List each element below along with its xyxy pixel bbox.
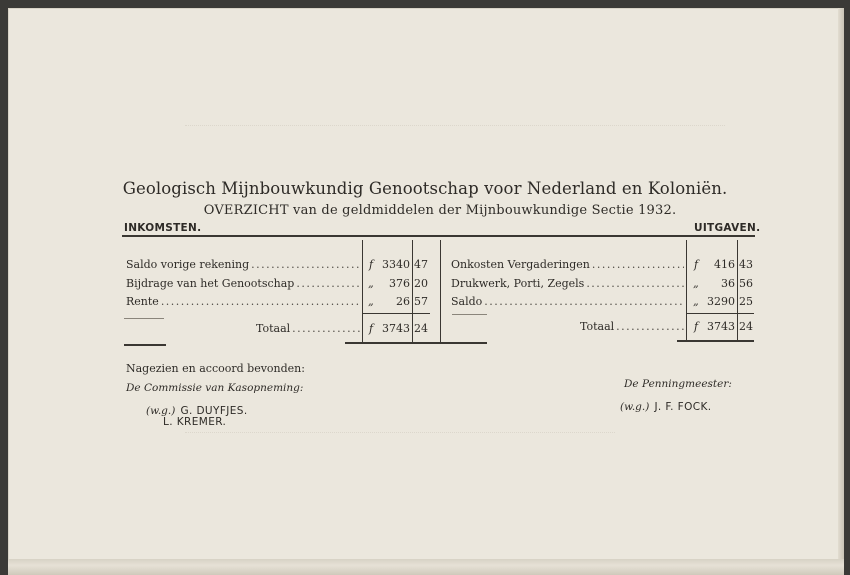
- amount-whole: 36: [721, 277, 735, 290]
- income-row-label: Rente .....: [126, 295, 360, 308]
- bottom-rule-left: [124, 344, 166, 346]
- signed-prefix: (w.g.): [146, 405, 176, 417]
- treasurer-name: J. F. FOCK.: [654, 401, 712, 413]
- income-cents-divider: [412, 240, 413, 342]
- amount-whole: 3340: [382, 258, 410, 271]
- currency-symbol: f: [694, 258, 699, 271]
- amount-cents: 20: [414, 277, 428, 290]
- expenses-cents-divider: [737, 240, 738, 342]
- income-heading: INKOMSTEN.: [124, 222, 202, 234]
- expense-row-label: Drukwerk, Porti, Zegels .....: [451, 277, 684, 290]
- income-row-label: Saldo vorige rekening .....: [126, 258, 360, 271]
- currency-symbol: „: [693, 295, 699, 308]
- expenses-amount-divider: [686, 240, 687, 342]
- treasurer-label: De Penningmeester:: [624, 378, 732, 390]
- commission-member-1: G. DUYFJES.: [180, 405, 248, 417]
- total-whole: 3743: [382, 322, 410, 335]
- page-edge: [838, 8, 844, 560]
- amount-cents: 57: [414, 295, 428, 308]
- expense-row-label: Saldo .....: [451, 295, 684, 308]
- expenses-total-label: Totaal .....: [580, 320, 684, 333]
- bottom-rule-expenses: [677, 340, 754, 342]
- treasurer-signature: [620, 395, 712, 414]
- currency-symbol: f: [694, 320, 699, 333]
- currency-symbol: „: [368, 295, 374, 308]
- center-divider: [440, 240, 441, 342]
- bleed-through: [185, 432, 615, 443]
- total-cents: 24: [739, 320, 753, 333]
- currency-symbol: „: [693, 277, 699, 290]
- amount-whole: 376: [389, 277, 410, 290]
- amount-whole: 416: [714, 258, 735, 271]
- total-whole: 3743: [707, 320, 735, 333]
- bottom-rule-income: [345, 342, 487, 344]
- page-subtitle: OVERZICHT van de geldmiddelen der Mijnbouwkundige Sectie 1932.: [203, 203, 677, 218]
- income-subtotal-rule: [362, 313, 430, 314]
- table-top-rule: [122, 235, 755, 237]
- expenses-heading: UITGAVEN.: [694, 222, 761, 234]
- page-bottom-edge: [8, 559, 844, 575]
- expenses-subtotal-rule: [686, 313, 754, 314]
- amount-cents: 25: [739, 295, 753, 308]
- amount-whole: 26: [396, 295, 410, 308]
- short-rule: [124, 318, 164, 319]
- page-title: Geologisch Mijnbouwkundig Genootschap voor Nederland en Koloniën.: [122, 179, 728, 198]
- audit-statement: Nagezien en accoord bevonden:: [126, 362, 305, 375]
- amount-cents: 43: [739, 258, 753, 271]
- amount-cents: 56: [739, 277, 753, 290]
- short-rule: [452, 314, 487, 315]
- amount-whole: 3290: [707, 295, 735, 308]
- income-amount-divider: [362, 240, 363, 342]
- commission-member-2: L. KREMER.: [163, 416, 227, 428]
- amount-cents: 47: [414, 258, 428, 271]
- expense-row-label: Onkosten Vergaderingen .....: [451, 258, 684, 271]
- bleed-through: [185, 125, 725, 136]
- currency-symbol: f: [369, 322, 374, 335]
- total-cents: 24: [414, 322, 428, 335]
- currency-symbol: f: [369, 258, 374, 271]
- income-row-label: Bijdrage van het Genootschap .....: [126, 277, 360, 290]
- currency-symbol: „: [368, 277, 374, 290]
- commission-label: De Commissie van Kasopneming:: [126, 382, 304, 394]
- income-total-label: Totaal .....: [256, 322, 360, 335]
- treasurer-signed-prefix: (w.g.): [620, 401, 650, 413]
